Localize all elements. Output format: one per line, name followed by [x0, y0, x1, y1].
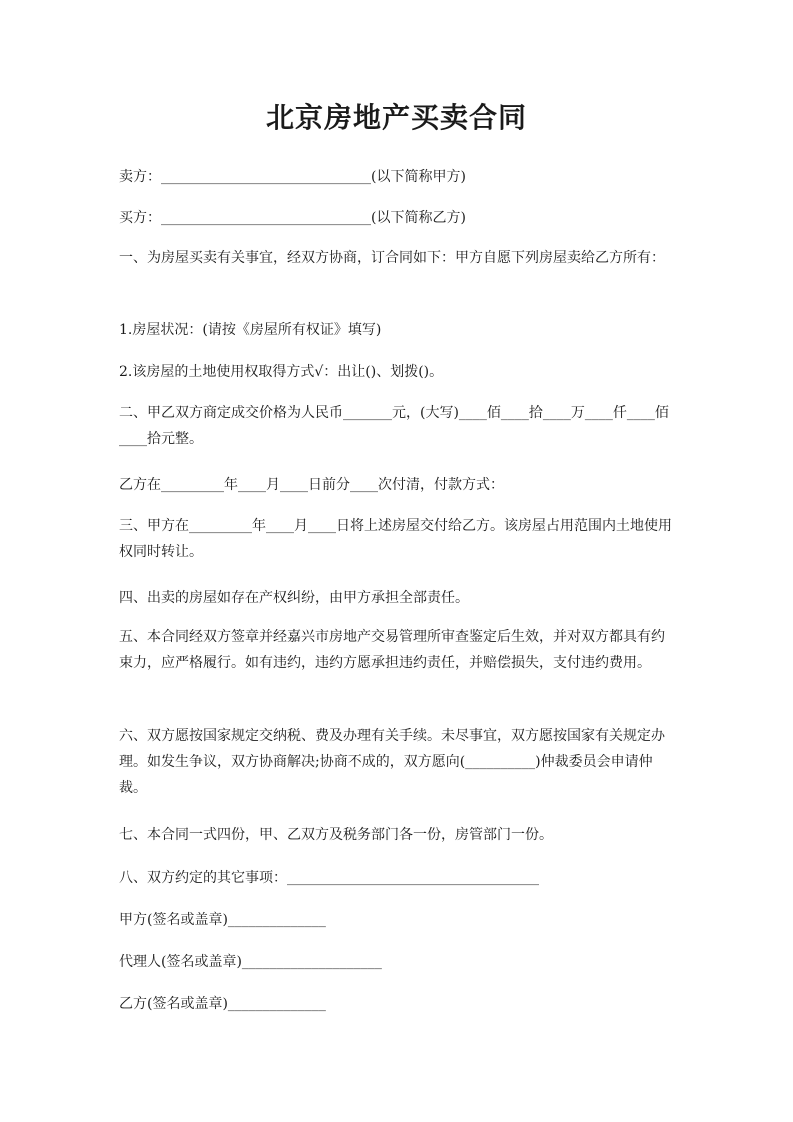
clause-1-item-1: 1.房屋状况：(请按《房屋所有权证》填写): [119, 322, 382, 338]
clause-2: 二、甲乙双方商定成交价格为人民币_______元，(大写)____佰____拾____万____仟____佰____拾元整。: [119, 405, 669, 447]
document-title: 北京房地产买卖合同: [265, 101, 527, 134]
clause-3: 三、甲方在_________年____月____日将上述房屋交付给乙方。该房屋占用范围内土地使用权同时转让。: [119, 518, 672, 560]
agent-signature: 代理人(签名或盖章)____________________: [119, 954, 382, 970]
buyer-line: 买方：______________________________(以下简称乙方): [119, 210, 466, 226]
clause-5: 五、本合同经双方签章并经嘉兴市房地产交易管理所审查鉴定后生效，并对双方都具有约束力，应严格履行。如有违约，违约方愿承担违约责任，并赔偿损失，支付违约费用。: [119, 629, 665, 671]
payment-terms: 乙方在_________年____月____日前分____次付清，付款方式：: [119, 477, 504, 493]
clause-4: 四、出卖的房屋如存在产权纠纷，由甲方承担全部责任。: [119, 590, 469, 606]
clause-8: 八、双方约定的其它事项：____________________________________: [119, 870, 539, 886]
seller-line: 卖方：______________________________(以下简称甲方): [119, 169, 466, 185]
clause-6: 六、双方愿按国家规定交纳税、费及办理有关手续。未尽事宜，双方愿按国家有关规定办理。如发生争议，双方协商解决;协商不成的，双方愿向(__________)仲裁委员会申请仲裁。: [119, 728, 665, 796]
clause-1: 一、为房屋买卖有关事宜，经双方协商，订合同如下：甲方自愿下列房屋卖给乙方所有：: [119, 250, 665, 266]
clause-1-item-2: 2.该房屋的土地使用权取得方式√：出让()、划拨()。: [119, 364, 444, 380]
party-a-signature: 甲方(签名或盖章)______________: [119, 912, 326, 928]
clause-7: 七、本合同一式四份，甲、乙双方及税务部门各一份，房管部门一份。: [119, 827, 553, 843]
party-b-signature: 乙方(签名或盖章)______________: [119, 996, 326, 1012]
